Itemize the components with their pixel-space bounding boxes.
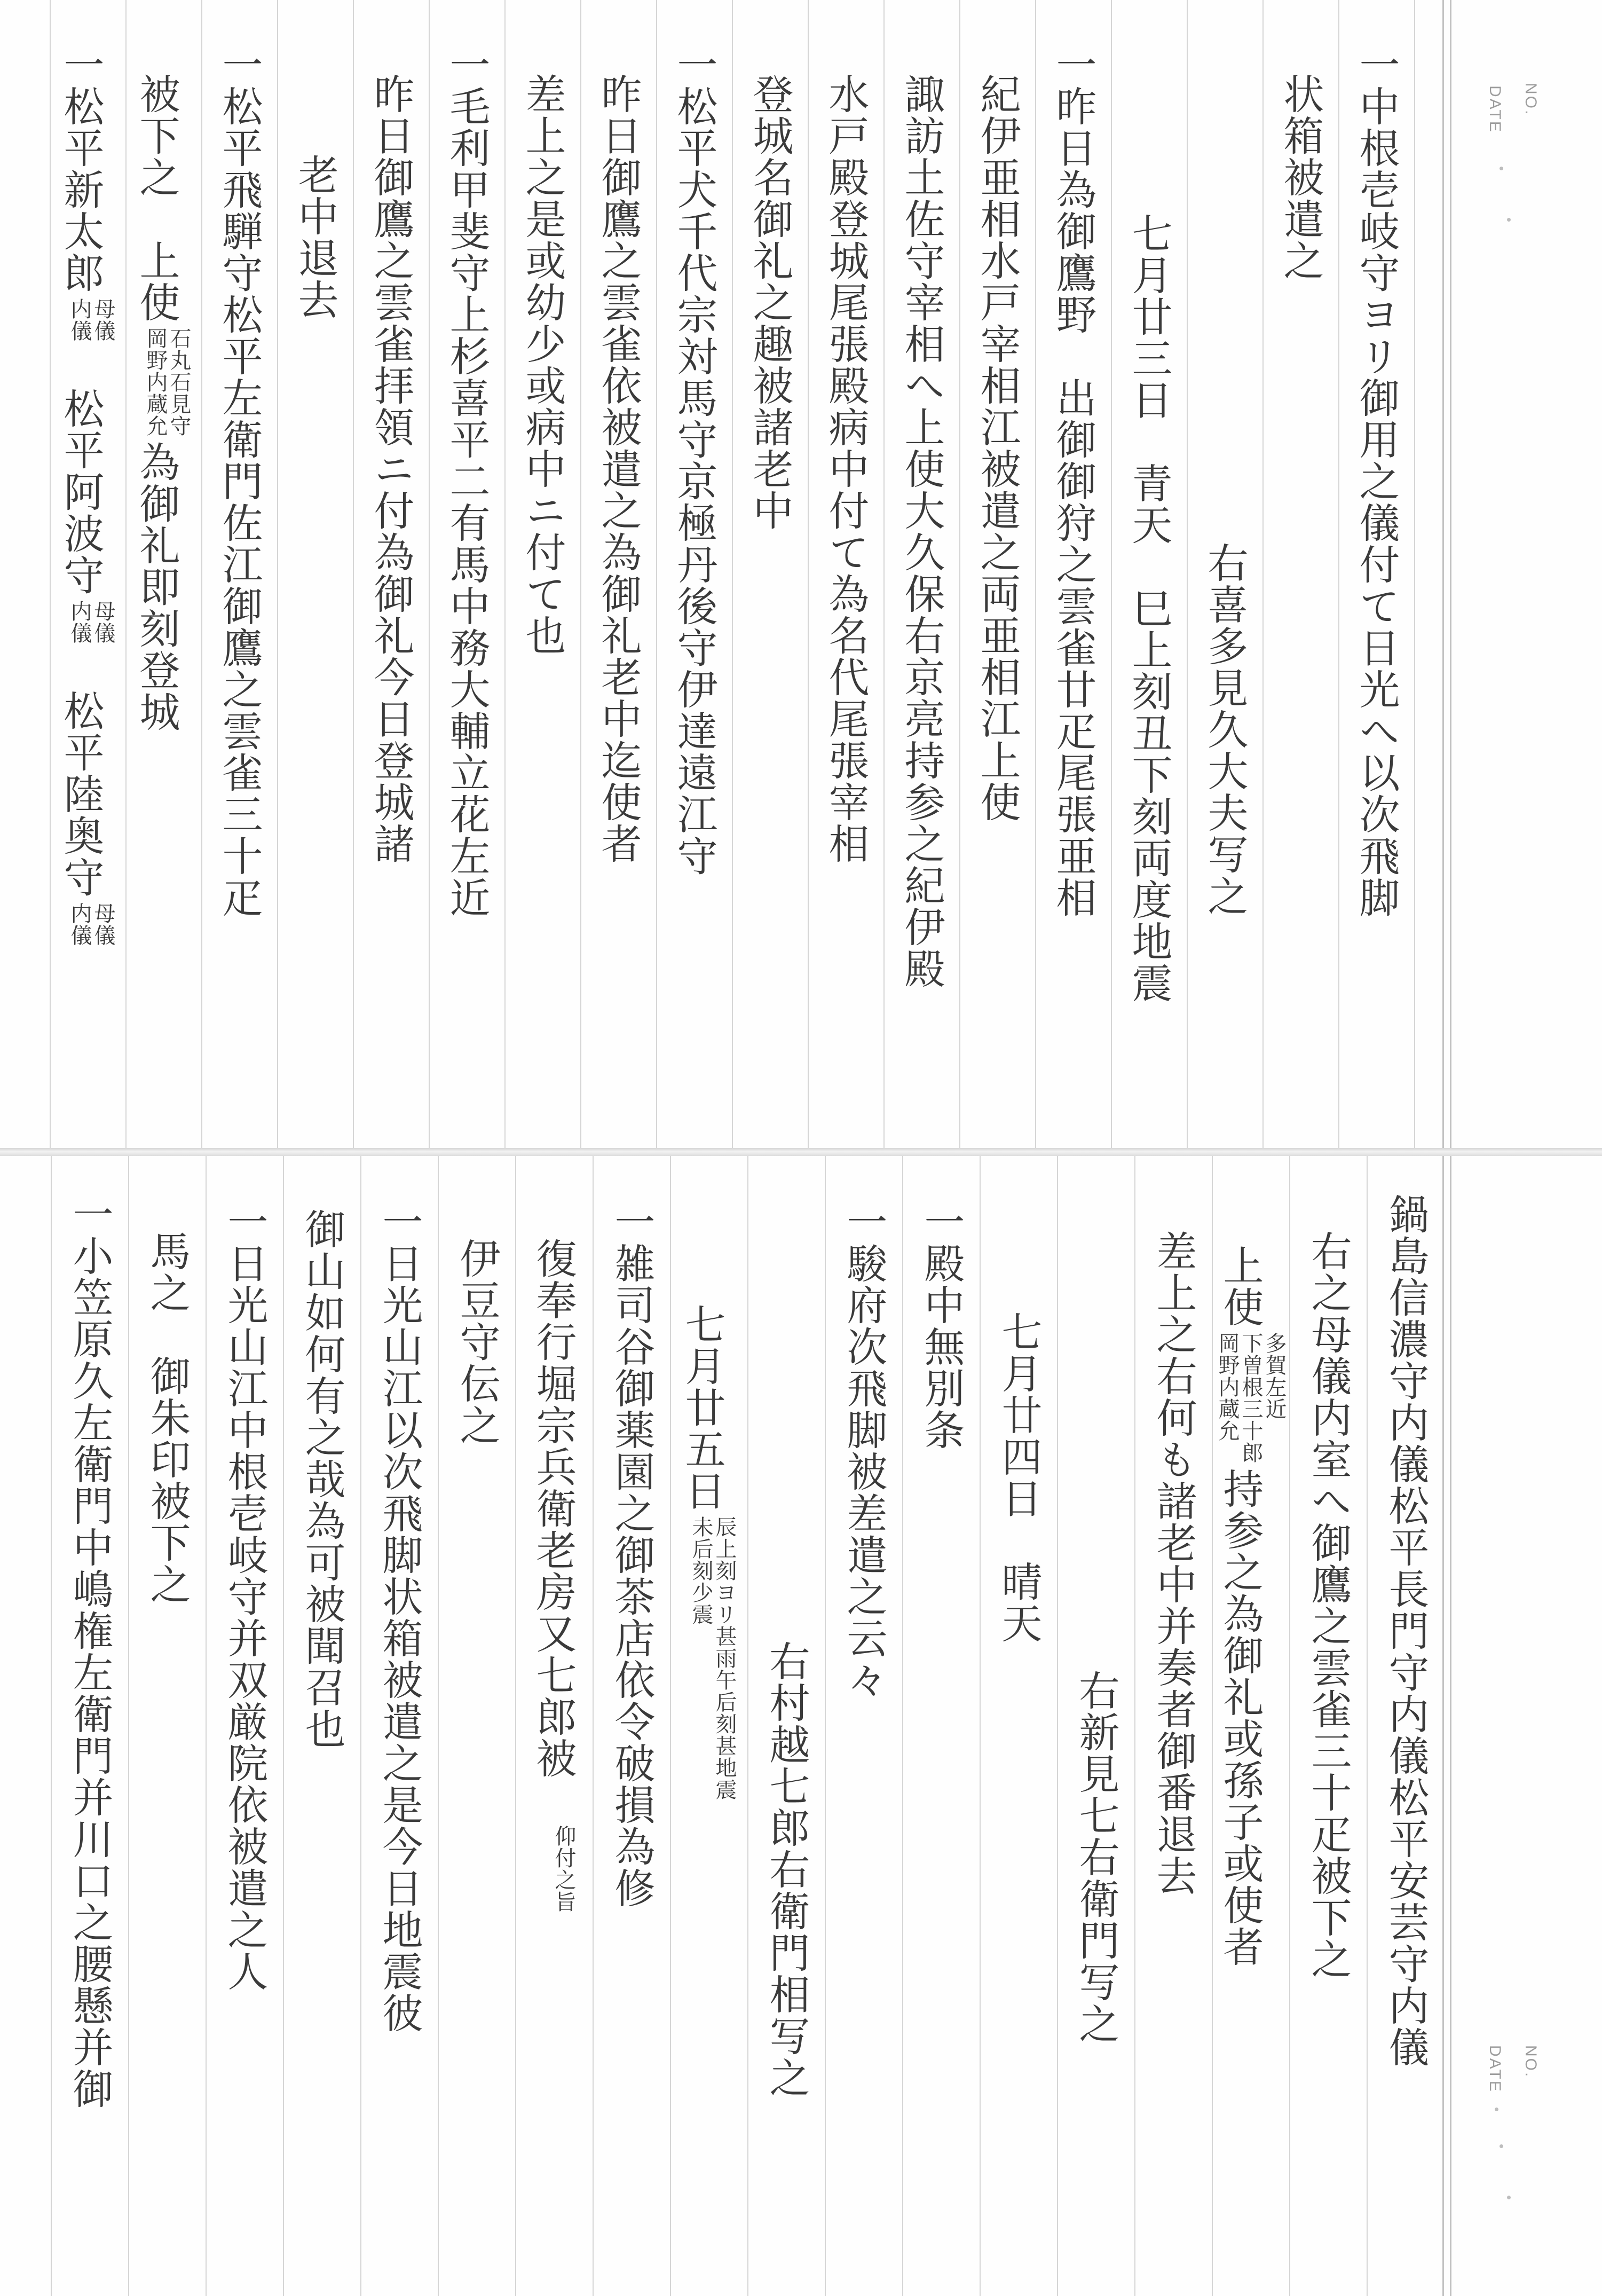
ruled-line — [125, 0, 127, 1148]
text-column — [144, 1230, 191, 1605]
ruled-line — [1134, 1156, 1135, 2296]
note-line: 仰付之旨 — [551, 1825, 576, 1913]
column-text: 七月廿五日 — [678, 1303, 726, 1512]
column-text: 一殿中無別条 — [918, 1201, 965, 1451]
margin-line — [1450, 1156, 1451, 2296]
text-column — [1353, 44, 1400, 918]
column-text: 一駿府次飛脚被差遣之云々 — [840, 1201, 888, 1701]
column-text: 七月廿三日 青天 巳上刻丑下刻両度地震 — [1125, 213, 1173, 1004]
interlinear-note — [552, 1825, 575, 1913]
ruled-line — [1289, 1156, 1290, 2296]
interlinear-note — [144, 327, 191, 437]
ruled-line — [277, 0, 278, 1148]
text-column — [530, 1238, 577, 1917]
ruled-line — [670, 1156, 671, 2296]
text-column — [898, 73, 945, 989]
text-column — [216, 44, 263, 918]
interlinear-note — [68, 902, 115, 946]
page-number-label: NO. — [1522, 2045, 1540, 2079]
text-column — [918, 1201, 965, 1451]
ruled-line — [360, 1156, 361, 2296]
text-column — [221, 1201, 269, 1992]
ruled-line — [980, 1156, 981, 2296]
ruled-line — [429, 0, 430, 1148]
ruled-line — [808, 0, 809, 1148]
interlinear-note — [68, 298, 115, 342]
column-text: 老中退去 — [291, 154, 339, 320]
text-column — [595, 73, 642, 864]
ruled-line — [50, 0, 51, 1148]
column-text: 紀伊亜相水戸宰相江被遣之両亜相江上使 — [974, 73, 1021, 823]
column-text: 差上之右何も諸老中并奏者御番退去 — [1150, 1230, 1197, 1897]
column-text: 松平阿波守 — [57, 346, 105, 596]
column-text: 差上之是或幼少或病中ニ付て也 — [519, 73, 566, 656]
text-column — [66, 1193, 114, 2110]
ruled-line — [580, 0, 581, 1148]
text-column — [298, 1208, 346, 1750]
column-text: 一雑司谷御薬園之御茶店依令破損為修 — [608, 1201, 656, 1909]
ruled-line — [1111, 0, 1112, 1148]
column-text: 一小笠原久左衛門中嶋権左衛門并川口之腰懸并御 — [66, 1193, 114, 2110]
margin-dot — [1507, 2196, 1511, 2199]
ruled-line — [128, 1156, 129, 2296]
notebook-page-bottom — [0, 1156, 1602, 2296]
text-column — [1201, 542, 1249, 917]
column-text: 一中根壱岐守ヨリ御用之儀付て日光へ以次飛脚 — [1353, 44, 1400, 918]
text-column — [995, 1311, 1043, 1644]
note-line: 母儀 — [91, 298, 115, 342]
text-column — [1125, 213, 1173, 1004]
note-line: 内儀 — [67, 902, 92, 946]
ruled-line — [1262, 0, 1264, 1148]
column-text: 一昨日為御鷹野 出御御狩之雲雀廿疋尾張亜相 — [1049, 44, 1097, 918]
text-column — [1382, 1193, 1430, 2068]
note-line: 未后刻少震 — [689, 1516, 713, 1625]
column-text: 登城名御礼之趣被諸老中 — [746, 73, 794, 531]
text-column — [840, 1201, 888, 1701]
column-text: 持参之為御礼或孫子或使者 — [1217, 1468, 1264, 1968]
text-column — [367, 73, 415, 864]
ruled-line — [1035, 0, 1036, 1148]
column-text: 右村越七郎右衛門相写之 — [763, 1640, 810, 2098]
ruled-line — [959, 0, 960, 1148]
column-text: 一松平犬千代宗対馬守京極丹後守伊達遠江守 — [670, 44, 718, 877]
ruled-line — [1338, 0, 1339, 1148]
column-text: 状箱被遣之 — [1277, 73, 1324, 281]
text-column — [1305, 1230, 1352, 1980]
note-line: 内儀 — [67, 298, 92, 342]
column-text: 右喜多見久大夫写之 — [1201, 542, 1249, 917]
note-line: 石丸石見守 — [167, 327, 191, 437]
column-text: 右新見七右衛門写之 — [1072, 1670, 1120, 2045]
column-text: 水戸殿登城尾張殿病中付て為名代尾張宰相 — [822, 73, 870, 864]
date-label: DATE — [1486, 85, 1504, 133]
ruled-line — [593, 1156, 594, 2296]
ruled-line — [206, 1156, 207, 2296]
interlinear-note — [1216, 1332, 1286, 1464]
ruled-line — [515, 1156, 516, 2296]
margin-dot — [1507, 218, 1511, 222]
column-text: 一日光山江以次飛脚状箱被遣之是今日地震彼 — [376, 1201, 423, 2034]
text-column — [453, 1238, 501, 1446]
note-line: 岡野内蔵允 — [1215, 1332, 1240, 1442]
ruled-line — [1212, 1156, 1213, 2296]
note-line: 多賀左近 — [1262, 1332, 1287, 1420]
note-line: 下曽根三十郎 — [1238, 1332, 1263, 1464]
text-column — [1072, 1670, 1120, 2045]
interlinear-note — [689, 1516, 736, 1800]
margin-line — [1442, 1156, 1444, 2296]
text-column — [57, 44, 115, 950]
ruled-line — [51, 1156, 52, 2296]
text-column — [822, 73, 870, 864]
page-number-label: NO. — [1522, 83, 1540, 116]
ruled-line — [883, 0, 885, 1148]
column-text: 復奉行堀宗兵衛老房又七郎被 — [530, 1238, 577, 1821]
text-column — [670, 44, 718, 877]
text-column — [1277, 73, 1324, 281]
note-line: 内儀 — [67, 600, 92, 644]
ruled-line — [656, 0, 657, 1148]
column-text: 昨日御鷹之雲雀依被遣之為御礼老中迄使者 — [595, 73, 642, 864]
ruled-line — [504, 0, 506, 1148]
ruled-line — [353, 0, 354, 1148]
note-line: 辰上刻ヨリ甚雨午后刻甚地震 — [712, 1516, 737, 1800]
column-text: 諏訪土佐守宰相へ上使大久保右京亮持参之紀伊殿 — [898, 73, 945, 989]
text-column — [1150, 1230, 1197, 1897]
margin-dot — [1500, 2144, 1503, 2148]
column-text: 昨日御鷹之雲雀拝領ニ付為御礼今日登城諸 — [367, 73, 415, 864]
text-column — [291, 154, 339, 320]
text-column — [678, 1303, 737, 1805]
note-line: 母儀 — [91, 902, 115, 946]
ruled-line — [283, 1156, 284, 2296]
column-text: 松平陸奥守 — [57, 648, 105, 898]
ruled-line — [1414, 0, 1415, 1148]
ruled-line — [825, 1156, 826, 2296]
ruled-line — [1057, 1156, 1058, 2296]
column-text: 馬之 御朱印被下之 — [144, 1230, 191, 1605]
column-text: 被下之 上使 — [133, 73, 180, 323]
note-line: 母儀 — [91, 600, 115, 644]
margin-dot — [1500, 167, 1503, 170]
column-text: 鍋島信濃守内儀松平長門守内儀松平安芸守内儀 — [1382, 1193, 1430, 2068]
text-column — [1049, 44, 1097, 918]
note-line: 岡野内蔵允 — [143, 327, 168, 437]
text-column — [763, 1640, 810, 2098]
column-text: 為御礼即刻登城 — [133, 441, 180, 733]
column-text: 伊豆守伝之 — [453, 1238, 501, 1446]
text-column — [376, 1201, 423, 2034]
column-text: 一毛利甲斐守上杉喜平二有馬中務大輔立花左近 — [443, 44, 491, 918]
column-text: 一日光山江中根壱岐守并双厳院依被遣之人 — [221, 1201, 269, 1992]
text-column — [608, 1201, 656, 1909]
margin-dot — [1495, 2108, 1498, 2111]
column-text: 一松平飛騨守松平左衛門佐江御鷹之雲雀三十疋 — [216, 44, 263, 918]
ruled-line — [201, 0, 202, 1148]
text-column — [974, 73, 1021, 823]
column-text: 七月廿四日 晴天 — [995, 1311, 1043, 1644]
text-column — [443, 44, 491, 918]
column-text: 御山如何有之哉為可被聞召也 — [298, 1208, 346, 1750]
column-text: 一松平新太郎 — [57, 44, 105, 294]
column-text: 上使 — [1217, 1245, 1264, 1328]
text-column — [519, 73, 566, 656]
text-column — [133, 73, 191, 733]
ruled-line — [1187, 0, 1188, 1148]
date-label: DATE — [1486, 2045, 1504, 2093]
page-seam — [0, 1148, 1602, 1156]
ruled-line — [732, 0, 733, 1148]
ruled-line — [438, 1156, 439, 2296]
ruled-line — [902, 1156, 903, 2296]
text-column — [746, 73, 794, 531]
text-column — [1216, 1245, 1286, 1968]
margin-line — [1450, 0, 1451, 1148]
interlinear-note — [68, 600, 115, 644]
ruled-line — [747, 1156, 748, 2296]
ruled-line — [1367, 1156, 1368, 2296]
column-text: 右之母儀内室へ御鷹之雲雀三十疋被下之 — [1305, 1230, 1352, 1980]
margin-line — [1442, 0, 1444, 1148]
